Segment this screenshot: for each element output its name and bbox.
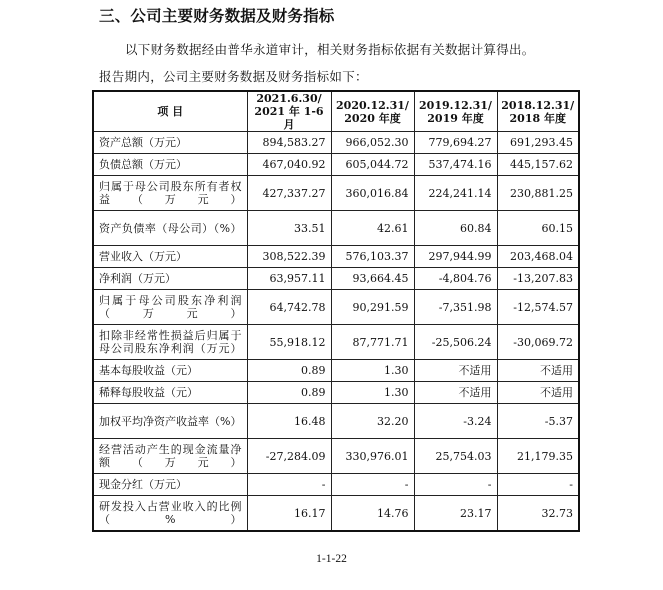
table-row bbox=[93, 382, 579, 404]
row-value: 不适用 bbox=[414, 382, 497, 404]
row-value: 576,103.37 bbox=[331, 246, 414, 268]
row-value: 224,241.14 bbox=[414, 176, 497, 211]
row-label: 归属于母公司股东净利润（万元） bbox=[93, 290, 247, 325]
row-value: 60.15 bbox=[497, 211, 579, 246]
table-row bbox=[93, 211, 579, 246]
row-value: 445,157.62 bbox=[497, 154, 579, 176]
row-label: 归属于母公司股东所有者权益（万元） bbox=[93, 176, 247, 211]
row-value: -7,351.98 bbox=[414, 290, 497, 325]
row-label: 负债总额（万元） bbox=[93, 154, 247, 176]
row-value: -12,574.57 bbox=[497, 290, 579, 325]
row-value: 427,337.27 bbox=[247, 176, 331, 211]
page-number: 1-1-22 bbox=[316, 553, 347, 565]
row-value: 230,881.25 bbox=[497, 176, 579, 211]
row-label: 扣除非经常性损益后归属于母公司股东净利润（万元） bbox=[93, 325, 247, 360]
header-2020: 2020.12.31/ 2020 年度 bbox=[331, 91, 414, 132]
row-value: 691,293.45 bbox=[497, 132, 579, 154]
row-value: - bbox=[414, 474, 497, 496]
table-row bbox=[93, 268, 579, 290]
row-value: 55,918.12 bbox=[247, 325, 331, 360]
row-value: 21,179.35 bbox=[497, 439, 579, 474]
row-label: 资产负债率（母公司）（%） bbox=[93, 211, 247, 246]
row-value: 93,664.45 bbox=[331, 268, 414, 290]
row-value: 87,771.71 bbox=[331, 325, 414, 360]
row-value: - bbox=[497, 474, 579, 496]
row-value: 605,044.72 bbox=[331, 154, 414, 176]
row-value: 不适用 bbox=[497, 382, 579, 404]
row-label: 基本每股收益（元） bbox=[93, 360, 247, 382]
header-2018: 2018.12.31/ 2018 年度 bbox=[497, 91, 579, 132]
header-item: 项 目 bbox=[93, 91, 247, 132]
intro-paragraph: 以下财务数据经由普华永道审计，相关财务指标依据有关数据计算得出。 bbox=[125, 42, 535, 57]
row-value: 308,522.39 bbox=[247, 246, 331, 268]
table-row bbox=[93, 496, 579, 532]
table-row bbox=[93, 246, 579, 268]
intro-paragraph-continued: 报告期内，公司主要财务数据及财务指标如下： bbox=[99, 69, 368, 84]
row-value: 90,291.59 bbox=[331, 290, 414, 325]
row-value: 63,957.11 bbox=[247, 268, 331, 290]
table-row bbox=[93, 325, 579, 360]
row-label: 经营活动产生的现金流量净额（万元） bbox=[93, 439, 247, 474]
row-value: 33.51 bbox=[247, 211, 331, 246]
header-2019: 2019.12.31/ 2019 年度 bbox=[414, 91, 497, 132]
row-value: 不适用 bbox=[414, 360, 497, 382]
row-value: - bbox=[247, 474, 331, 496]
row-value: 966,052.30 bbox=[331, 132, 414, 154]
row-value: - bbox=[331, 474, 414, 496]
section-title: 三、公司主要财务数据及财务指标 bbox=[99, 7, 335, 25]
row-value: 203,468.04 bbox=[497, 246, 579, 268]
table-row bbox=[93, 132, 579, 154]
row-value: -5.37 bbox=[497, 404, 579, 439]
table-row bbox=[93, 154, 579, 176]
row-value: 894,583.27 bbox=[247, 132, 331, 154]
row-value: 779,694.27 bbox=[414, 132, 497, 154]
table-row bbox=[93, 290, 579, 325]
table-row bbox=[93, 176, 579, 211]
row-value: 23.17 bbox=[414, 496, 497, 532]
row-value: 0.89 bbox=[247, 360, 331, 382]
row-value: 不适用 bbox=[497, 360, 579, 382]
table-row bbox=[93, 360, 579, 382]
row-label: 营业收入（万元） bbox=[93, 246, 247, 268]
table-row bbox=[93, 474, 579, 496]
row-value: 32.73 bbox=[497, 496, 579, 532]
row-label: 现金分红（万元） bbox=[93, 474, 247, 496]
row-value: 25,754.03 bbox=[414, 439, 497, 474]
row-value: -27,284.09 bbox=[247, 439, 331, 474]
table-header-row bbox=[93, 91, 579, 132]
row-label: 加权平均净资产收益率（%） bbox=[93, 404, 247, 439]
row-label: 净利润（万元） bbox=[93, 268, 247, 290]
row-value: 16.48 bbox=[247, 404, 331, 439]
table-row bbox=[93, 439, 579, 474]
row-value: 297,944.99 bbox=[414, 246, 497, 268]
financial-data-table bbox=[92, 90, 580, 532]
header-2021h1: 2021.6.30/ 2021 年 1-6 月 bbox=[247, 91, 331, 132]
row-label: 资产总额（万元） bbox=[93, 132, 247, 154]
row-value: 16.17 bbox=[247, 496, 331, 532]
table-row bbox=[93, 404, 579, 439]
row-value: 64,742.78 bbox=[247, 290, 331, 325]
row-value: 0.89 bbox=[247, 382, 331, 404]
row-value: 1.30 bbox=[331, 360, 414, 382]
row-value: -3.24 bbox=[414, 404, 497, 439]
row-value: 1.30 bbox=[331, 382, 414, 404]
row-label: 研发投入占营业收入的比例（%） bbox=[93, 496, 247, 532]
row-value: 467,040.92 bbox=[247, 154, 331, 176]
row-value: 60.84 bbox=[414, 211, 497, 246]
row-value: 32.20 bbox=[331, 404, 414, 439]
row-value: 330,976.01 bbox=[331, 439, 414, 474]
row-value: 42.61 bbox=[331, 211, 414, 246]
row-label: 稀释每股收益（元） bbox=[93, 382, 247, 404]
row-value: -4,804.76 bbox=[414, 268, 497, 290]
row-value: 360,016.84 bbox=[331, 176, 414, 211]
row-value: -30,069.72 bbox=[497, 325, 579, 360]
row-value: -13,207.83 bbox=[497, 268, 579, 290]
row-value: -25,506.24 bbox=[414, 325, 497, 360]
row-value: 14.76 bbox=[331, 496, 414, 532]
row-value: 537,474.16 bbox=[414, 154, 497, 176]
